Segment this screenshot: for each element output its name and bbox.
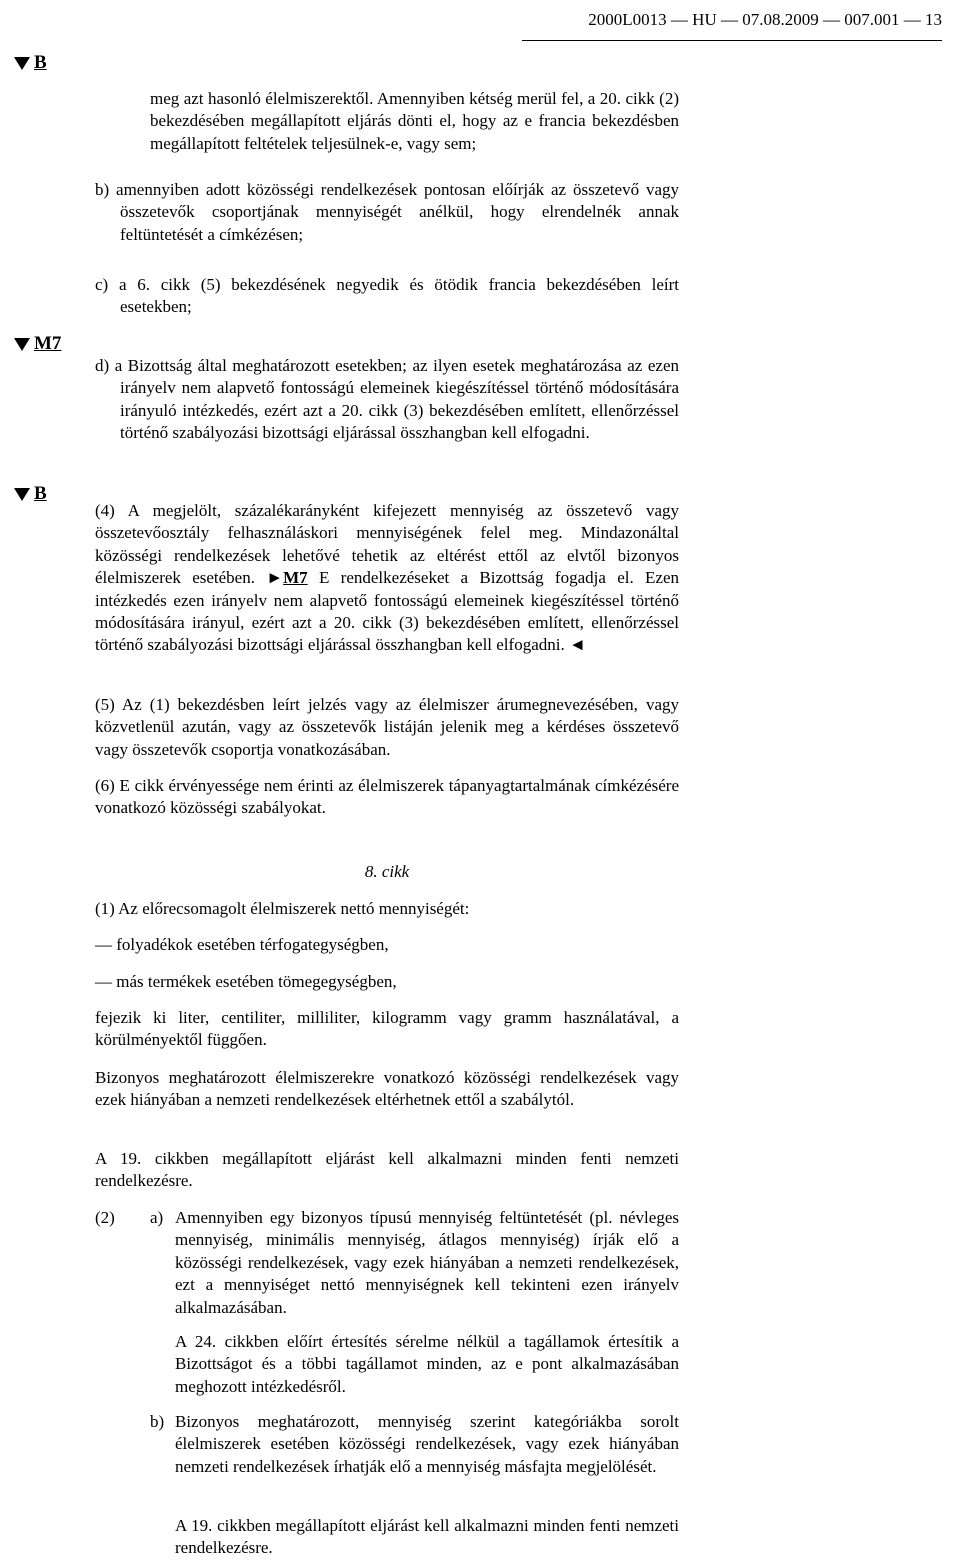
paragraph-expression: fejezik ki liter, centiliter, milliliter, kilogramm vagy gramm használatával, a körülményektől függően. bbox=[95, 1008, 679, 1050]
amendment-marker-m7: M7 bbox=[14, 333, 61, 355]
item-a-notification: A 24. cikkben előírt értesítés sérelme nélkül a tagállamok értesítik a Bizottságot és a többi tagállamot minden, az e pont alkalmazásában meghozott intézkedésről. bbox=[175, 1332, 679, 1396]
play-arrow-icon: ► bbox=[266, 568, 284, 588]
end-arrow-icon: ◄ bbox=[568, 635, 586, 655]
paragraph-8-2-number: (2) bbox=[95, 1208, 115, 1227]
item-c: c) a 6. cikk (5) bekezdésének negyedik és ötödik francia bekezdésében leírt esetekben; bbox=[95, 275, 679, 317]
amendment-marker-b: B bbox=[14, 52, 47, 74]
item-b-procedure: A 19. cikkben megállapított eljárást kell alkalmazni minden fenti nemzeti rendelkezésre. bbox=[175, 1516, 679, 1558]
paragraph-5: (5) Az (1) bekezdésben leírt jelzés vagy az élelmiszer árumegnevezésében, vagy közvetlenül azután, vagy az összetevők listáján jelenik meg a kérdéses összetevő vagy összetevők csoportja vonatkozásában. bbox=[95, 695, 679, 759]
article-heading: 8. cikk bbox=[364, 862, 410, 881]
amendment-marker-b: B bbox=[14, 483, 47, 505]
continuation-text: meg azt hasonló élelmiszerektől. Amennyiben kétség merül fel, a 20. cikk (2) bekezdésében megállapított eljárás dönti el, hogy az e francia bekezdésben megállapított feltételek teljesülnek-e, vagy sem; bbox=[150, 89, 679, 153]
paragraph-4: (4) A megjelölt, százalékarányként kifejezett mennyiség az összetevő vagy összetevőosztály felhasználáskori mennyiségének felel meg. Mindazonáltal közösségi rendelkezések lehetővé tehetik az eltérést ettől az elvtől bizonyos élelmiszerek esetében. ►M7 E rendelkezéseket a Bizottság fogadja el. Ezen intézkedés ezen irányelv nem alapvető fontosságú elemeinek kiegészítéssel történő módosítására irányul, ezért azt a 20. cikk (3) bekezdésében említett, ellenőrzéssel történő szabályozási bizottsági eljárással összhangban kell elfogadni. ◄ bbox=[95, 501, 680, 655]
paragraph-procedure: A 19. cikkben megállapított eljárást kell alkalmazni minden fenti nemzeti rendelkezésre. bbox=[95, 1149, 679, 1191]
triangle-down-icon bbox=[14, 57, 30, 70]
list-item-other: — más termékek esetében tömegegységben, bbox=[95, 972, 397, 991]
paragraph-national: Bizonyos meghatározott élelmiszerekre vonatkozó közösségi rendelkezések vagy ezek hiányában a nemzeti rendelkezések eltérhetnek ettől a szabálytól. bbox=[95, 1068, 679, 1110]
paragraph-8-1: (1) Az előrecsomagolt élelmiszerek nettó mennyiségét: bbox=[95, 899, 470, 918]
amendment-ref-m7[interactable]: M7 bbox=[283, 568, 308, 588]
document-header: 2000L0013 — HU — 07.08.2009 — 007.001 — 13 bbox=[522, 0, 942, 41]
item-a-text: Amennyiben egy bizonyos típusú mennyiség feltüntetését (pl. névleges mennyiség, minimális mennyiség, átlagos mennyiség) írják elő a közösségi rendelkezések, vagy ezek hiányában a nemzeti rendelkezések, ezt a mennyiséget nettó mennyiségnek kell tekinteni ezen irányelv alkalmazásában. bbox=[175, 1208, 679, 1317]
item-a-label: a) bbox=[150, 1208, 164, 1227]
triangle-down-icon bbox=[14, 488, 30, 501]
item-b: b) amennyiben adott közösségi rendelkezések pontosan előírják az összetevő vagy összetevők csoportjának mennyiségét anélkül, hogy elrendelnék annak feltüntetését a címkézésen; bbox=[95, 180, 679, 244]
item-b-label: b) bbox=[150, 1412, 165, 1431]
triangle-down-icon bbox=[14, 338, 30, 351]
item-b-text: Bizonyos meghatározott, mennyiség szerint kategóriákba sorolt élelmiszerek esetében közösségi rendelkezések, vagy ezek hiányában nemzeti rendelkezések írhatják elő a mennyiség másfajta megjelölését. bbox=[175, 1412, 679, 1476]
paragraph-6: (6) E cikk érvényessége nem érinti az élelmiszerek tápanyagtartalmának címkézésére vonatkozó közösségi szabályokat. bbox=[95, 776, 679, 818]
list-item-liquid: — folyadékok esetében térfogategységben, bbox=[95, 935, 389, 954]
item-d: d) a Bizottság által meghatározott esetekben; az ilyen esetek meghatározása az ezen irányelv nem alapvető fontosságú elemeinek kiegészítéssel történő módosítására irányuló intézkedés, ezért azt a 20. cikk (3) bekezdésében említett, ellenőrzéssel történő szabályozási bizottsági eljárással összhangban kell elfogadni. bbox=[95, 356, 679, 443]
